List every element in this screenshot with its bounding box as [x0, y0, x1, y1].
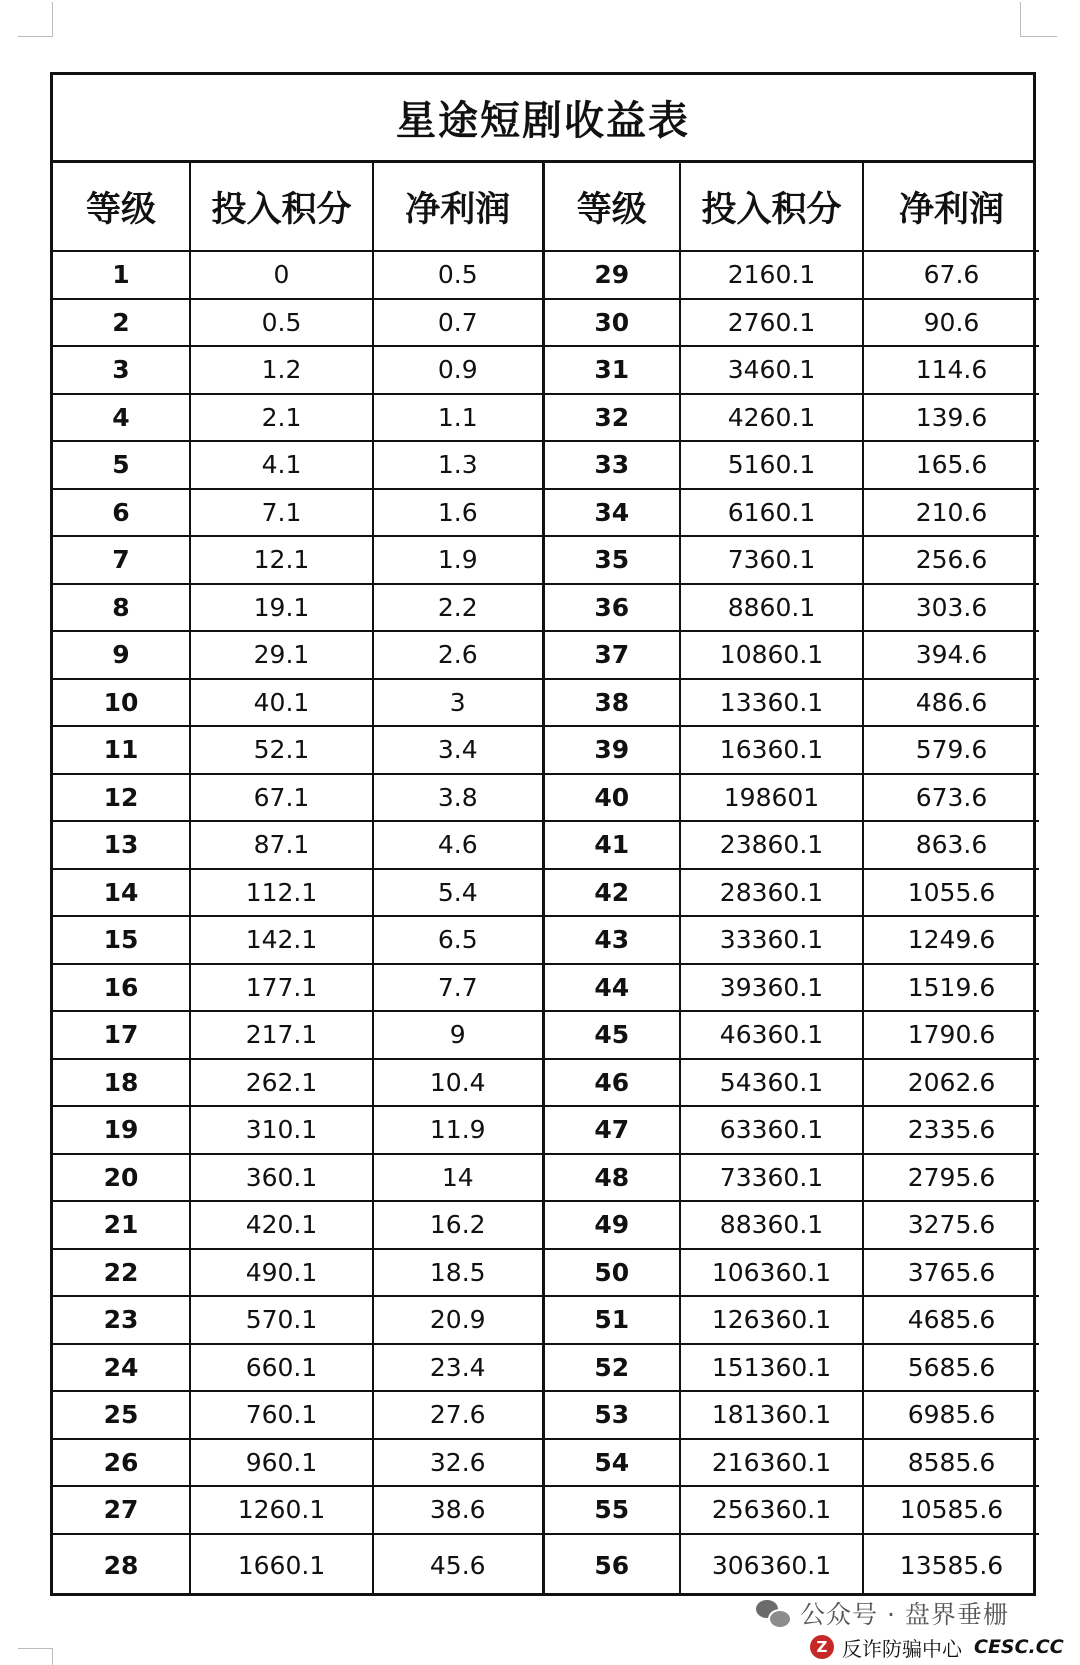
anti-fraud-badge — [810, 1632, 1064, 1662]
wechat-watermark — [756, 1596, 1009, 1630]
table-row — [53, 1534, 1039, 1596]
cell-level-right: 44 — [543, 964, 680, 1012]
cell-profit-right: 5685.6 — [863, 1344, 1039, 1392]
header-points-left: 投入积分 — [190, 163, 373, 251]
cell-level-left: 25 — [53, 1391, 190, 1439]
cell-level-left: 14 — [53, 869, 190, 917]
cell-profit-right: 2062.6 — [863, 1059, 1039, 1107]
cell-profit-left: 16.2 — [373, 1201, 543, 1249]
cell-points-right: 23860.1 — [680, 821, 863, 869]
cell-profit-left: 11.9 — [373, 1106, 543, 1154]
cell-profit-left: 18.5 — [373, 1249, 543, 1297]
cell-profit-left: 3.4 — [373, 726, 543, 774]
cell-level-left: 16 — [53, 964, 190, 1012]
cell-profit-right: 3275.6 — [863, 1201, 1039, 1249]
table-row — [53, 964, 1039, 1012]
header-level-right: 等级 — [543, 163, 680, 251]
crop-mark-top-left — [18, 2, 53, 37]
cell-points-right: 126360.1 — [680, 1296, 863, 1344]
cell-profit-right: 8585.6 — [863, 1439, 1039, 1487]
cell-level-left: 6 — [53, 489, 190, 537]
cell-points-left: 490.1 — [190, 1249, 373, 1297]
cell-level-left: 26 — [53, 1439, 190, 1487]
cell-level-right: 56 — [543, 1534, 680, 1596]
cell-level-right: 41 — [543, 821, 680, 869]
cell-level-right: 36 — [543, 584, 680, 632]
cell-points-left: 217.1 — [190, 1011, 373, 1059]
cell-level-right: 51 — [543, 1296, 680, 1344]
cell-level-left: 4 — [53, 394, 190, 442]
cell-points-left: 177.1 — [190, 964, 373, 1012]
cell-profit-left: 3.8 — [373, 774, 543, 822]
cell-points-left: 7.1 — [190, 489, 373, 537]
anti-fraud-domain: CESC.CC — [974, 1636, 1064, 1658]
cell-level-left: 20 — [53, 1154, 190, 1202]
cell-points-left: 570.1 — [190, 1296, 373, 1344]
cell-points-right: 4260.1 — [680, 394, 863, 442]
cell-points-right: 28360.1 — [680, 869, 863, 917]
cell-points-left: 52.1 — [190, 726, 373, 774]
cell-level-left: 9 — [53, 631, 190, 679]
crop-mark-bottom-left — [18, 1648, 53, 1665]
table-row — [53, 1059, 1039, 1107]
table-row — [53, 1106, 1039, 1154]
cell-points-right: 198601 — [680, 774, 863, 822]
cell-points-right: 33360.1 — [680, 916, 863, 964]
cell-profit-right: 303.6 — [863, 584, 1039, 632]
table-row — [53, 1249, 1039, 1297]
cell-points-right: 7360.1 — [680, 536, 863, 584]
cell-level-left: 5 — [53, 441, 190, 489]
table-row — [53, 394, 1039, 442]
cell-points-left: 29.1 — [190, 631, 373, 679]
cell-points-left: 87.1 — [190, 821, 373, 869]
cell-profit-left: 0.5 — [373, 251, 543, 299]
table-row — [53, 346, 1039, 394]
cell-profit-left: 3 — [373, 679, 543, 727]
cell-profit-left: 32.6 — [373, 1439, 543, 1487]
earnings-table-sheet — [50, 72, 1036, 1596]
cell-level-right: 31 — [543, 346, 680, 394]
table-row — [53, 1011, 1039, 1059]
table-row — [53, 1344, 1039, 1392]
cell-points-left: 360.1 — [190, 1154, 373, 1202]
cell-points-left: 112.1 — [190, 869, 373, 917]
cell-level-left: 11 — [53, 726, 190, 774]
cell-points-left: 760.1 — [190, 1391, 373, 1439]
cell-points-left: 1260.1 — [190, 1486, 373, 1534]
cell-points-right: 13360.1 — [680, 679, 863, 727]
cell-profit-right: 579.6 — [863, 726, 1039, 774]
cell-points-left: 310.1 — [190, 1106, 373, 1154]
cell-points-right: 16360.1 — [680, 726, 863, 774]
cell-level-left: 27 — [53, 1486, 190, 1534]
cell-profit-left: 27.6 — [373, 1391, 543, 1439]
header-level-left: 等级 — [53, 163, 190, 251]
table-body — [53, 251, 1039, 1596]
anti-fraud-label: 反诈防骗中心 — [842, 1636, 962, 1661]
cell-profit-left: 7.7 — [373, 964, 543, 1012]
cell-points-right: 106360.1 — [680, 1249, 863, 1297]
cell-level-right: 50 — [543, 1249, 680, 1297]
cell-profit-left: 2.6 — [373, 631, 543, 679]
cell-profit-left: 5.4 — [373, 869, 543, 917]
cell-points-right: 73360.1 — [680, 1154, 863, 1202]
cell-points-right: 54360.1 — [680, 1059, 863, 1107]
cell-profit-left: 1.1 — [373, 394, 543, 442]
table-row — [53, 1154, 1039, 1202]
cell-profit-right: 1790.6 — [863, 1011, 1039, 1059]
cell-points-right: 2760.1 — [680, 299, 863, 347]
cell-level-left: 17 — [53, 1011, 190, 1059]
cell-points-right: 63360.1 — [680, 1106, 863, 1154]
cell-level-right: 49 — [543, 1201, 680, 1249]
cell-level-right: 32 — [543, 394, 680, 442]
cell-points-right: 46360.1 — [680, 1011, 863, 1059]
cell-level-right: 39 — [543, 726, 680, 774]
cell-level-left: 24 — [53, 1344, 190, 1392]
cell-level-left: 13 — [53, 821, 190, 869]
cell-level-right: 55 — [543, 1486, 680, 1534]
cell-level-left: 23 — [53, 1296, 190, 1344]
cell-level-right: 30 — [543, 299, 680, 347]
cell-level-right: 53 — [543, 1391, 680, 1439]
cell-profit-left: 20.9 — [373, 1296, 543, 1344]
cell-profit-right: 4685.6 — [863, 1296, 1039, 1344]
cell-level-left: 7 — [53, 536, 190, 584]
cell-level-right: 40 — [543, 774, 680, 822]
cell-points-left: 660.1 — [190, 1344, 373, 1392]
cell-level-right: 48 — [543, 1154, 680, 1202]
cell-level-left: 8 — [53, 584, 190, 632]
cell-level-right: 42 — [543, 869, 680, 917]
table-row — [53, 536, 1039, 584]
cell-profit-right: 67.6 — [863, 251, 1039, 299]
cell-profit-right: 673.6 — [863, 774, 1039, 822]
cell-points-right: 216360.1 — [680, 1439, 863, 1487]
cell-profit-right: 1055.6 — [863, 869, 1039, 917]
cell-profit-right: 210.6 — [863, 489, 1039, 537]
cell-points-left: 1.2 — [190, 346, 373, 394]
table-row — [53, 916, 1039, 964]
cell-points-left: 1660.1 — [190, 1534, 373, 1596]
cell-profit-right: 256.6 — [863, 536, 1039, 584]
header-points-right: 投入积分 — [680, 163, 863, 251]
cell-profit-left: 38.6 — [373, 1486, 543, 1534]
cell-points-right: 5160.1 — [680, 441, 863, 489]
cell-level-right: 47 — [543, 1106, 680, 1154]
cell-points-left: 4.1 — [190, 441, 373, 489]
cell-level-right: 34 — [543, 489, 680, 537]
cell-points-left: 12.1 — [190, 536, 373, 584]
cell-profit-right: 3765.6 — [863, 1249, 1039, 1297]
cell-level-right: 46 — [543, 1059, 680, 1107]
table-row — [53, 299, 1039, 347]
cell-points-left: 0 — [190, 251, 373, 299]
cell-profit-left: 45.6 — [373, 1534, 543, 1596]
cell-level-right: 45 — [543, 1011, 680, 1059]
table-row — [53, 774, 1039, 822]
header-profit-left: 净利润 — [373, 163, 543, 251]
table-row — [53, 489, 1039, 537]
table-row — [53, 869, 1039, 917]
table-title: 星途短剧收益表 — [53, 75, 1033, 163]
cell-profit-right: 2335.6 — [863, 1106, 1039, 1154]
cell-profit-right: 1519.6 — [863, 964, 1039, 1012]
watermark-text: 公众号 · 盘界垂栅 — [800, 1600, 1009, 1629]
cell-level-right: 52 — [543, 1344, 680, 1392]
cell-level-left: 12 — [53, 774, 190, 822]
cell-profit-left: 14 — [373, 1154, 543, 1202]
cell-profit-left: 9 — [373, 1011, 543, 1059]
table-row — [53, 584, 1039, 632]
cell-level-left: 15 — [53, 916, 190, 964]
cell-profit-left: 1.6 — [373, 489, 543, 537]
table-header-row — [53, 163, 1039, 251]
cell-points-right: 2160.1 — [680, 251, 863, 299]
cell-profit-left: 1.9 — [373, 536, 543, 584]
cell-points-left: 19.1 — [190, 584, 373, 632]
table-row — [53, 1439, 1039, 1487]
cell-profit-right: 10585.6 — [863, 1486, 1039, 1534]
cell-profit-left: 0.9 — [373, 346, 543, 394]
cell-points-left: 40.1 — [190, 679, 373, 727]
cell-level-left: 3 — [53, 346, 190, 394]
cell-points-right: 88360.1 — [680, 1201, 863, 1249]
cell-points-left: 960.1 — [190, 1439, 373, 1487]
earnings-table — [53, 163, 1039, 1596]
cell-points-right: 256360.1 — [680, 1486, 863, 1534]
cell-points-right: 39360.1 — [680, 964, 863, 1012]
cell-points-right: 181360.1 — [680, 1391, 863, 1439]
cell-points-left: 262.1 — [190, 1059, 373, 1107]
cell-profit-right: 486.6 — [863, 679, 1039, 727]
cell-profit-right: 6985.6 — [863, 1391, 1039, 1439]
cell-points-left: 2.1 — [190, 394, 373, 442]
cell-points-right: 3460.1 — [680, 346, 863, 394]
cell-level-left: 1 — [53, 251, 190, 299]
cell-level-left: 2 — [53, 299, 190, 347]
cell-profit-right: 13585.6 — [899, 1550, 1004, 1580]
cell-level-right: 33 — [543, 441, 680, 489]
cell-level-left: 10 — [53, 679, 190, 727]
cell-level-right: 43 — [543, 916, 680, 964]
cell-level-left: 19 — [53, 1106, 190, 1154]
cell-profit-left: 4.6 — [373, 821, 543, 869]
cell-level-left: 18 — [53, 1059, 190, 1107]
cell-profit-left: 0.7 — [373, 299, 543, 347]
cell-points-right: 151360.1 — [680, 1344, 863, 1392]
header-profit-right: 净利润 — [863, 163, 1039, 251]
cell-level-right: 37 — [543, 631, 680, 679]
table-row — [53, 726, 1039, 774]
cell-level-left: 28 — [53, 1534, 190, 1596]
cell-profit-right: 165.6 — [863, 441, 1039, 489]
cell-profit-left: 1.3 — [373, 441, 543, 489]
cell-profit-right: 394.6 — [863, 631, 1039, 679]
table-row — [53, 1201, 1039, 1249]
cell-points-left: 0.5 — [190, 299, 373, 347]
cell-points-left: 420.1 — [190, 1201, 373, 1249]
cell-points-right: 10860.1 — [680, 631, 863, 679]
cell-level-right: 38 — [543, 679, 680, 727]
cell-profit-left: 6.5 — [373, 916, 543, 964]
table-row — [53, 251, 1039, 299]
table-row — [53, 441, 1039, 489]
cell-profit-right: 2795.6 — [863, 1154, 1039, 1202]
table-row — [53, 1296, 1039, 1344]
cell-points-right: 6160.1 — [680, 489, 863, 537]
cell-level-left: 21 — [53, 1201, 190, 1249]
cell-profit-right: 114.6 — [863, 346, 1039, 394]
cell-points-left: 142.1 — [190, 916, 373, 964]
cell-profit-right: 139.6 — [863, 394, 1039, 442]
cell-profit-left: 2.2 — [373, 584, 543, 632]
cell-level-right: 35 — [543, 536, 680, 584]
cell-level-right: 54 — [543, 1439, 680, 1487]
cell-level-right: 29 — [543, 251, 680, 299]
crop-mark-top-right — [1020, 2, 1057, 37]
cell-profit-right: 863.6 — [863, 821, 1039, 869]
table-row — [53, 1391, 1039, 1439]
cell-level-left: 22 — [53, 1249, 190, 1297]
cell-points-right: 8860.1 — [680, 584, 863, 632]
wechat-icon — [756, 1598, 790, 1628]
cell-profit-right: 1249.6 — [863, 916, 1039, 964]
cell-profit-right: 90.6 — [863, 299, 1039, 347]
cell-points-left: 67.1 — [190, 774, 373, 822]
cell-profit-left: 23.4 — [373, 1344, 543, 1392]
table-row — [53, 679, 1039, 727]
anti-fraud-logo-icon: Z — [810, 1635, 834, 1659]
table-row — [53, 821, 1039, 869]
table-row — [53, 631, 1039, 679]
cell-profit-left: 10.4 — [373, 1059, 543, 1107]
cell-points-right: 306360.1 — [680, 1534, 863, 1596]
table-row — [53, 1486, 1039, 1534]
